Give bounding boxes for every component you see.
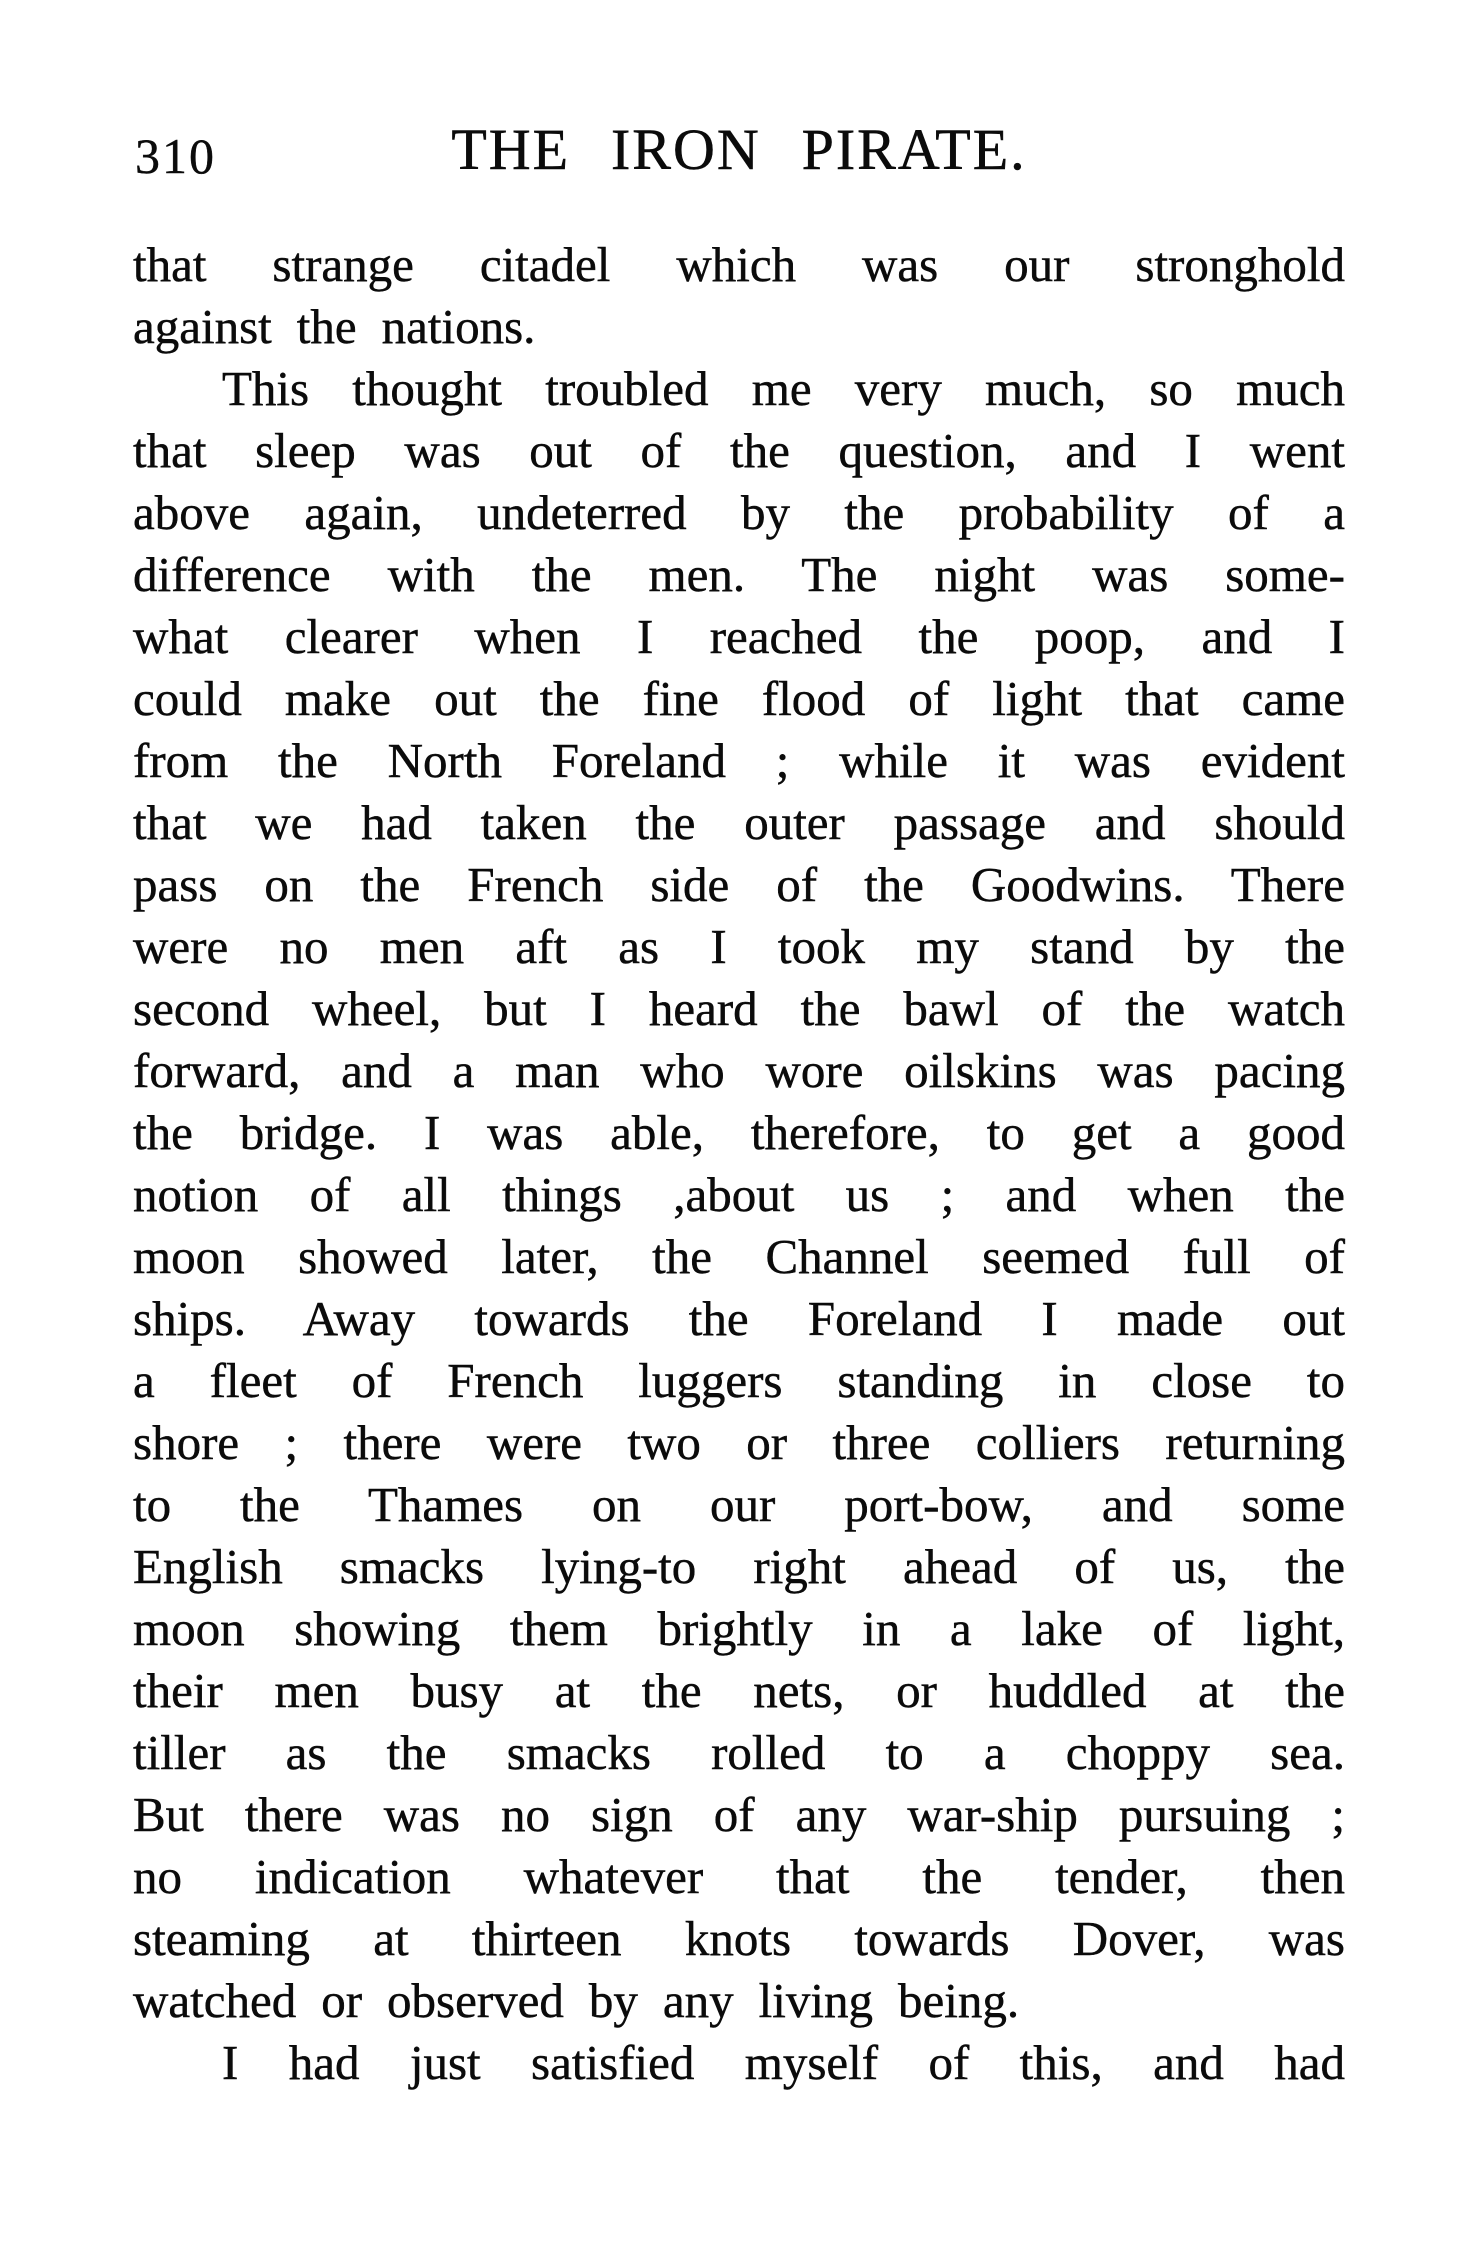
text-line: from the North Foreland ; while it was evident: [133, 733, 1345, 788]
text-line: tiller as the smacks rolled to a choppy sea.: [133, 1725, 1345, 1780]
text-line: a fleet of French luggers standing in close to: [133, 1353, 1345, 1408]
page-number: 310: [135, 128, 216, 184]
text-line: second wheel, but I heard the bawl of the watch: [133, 981, 1345, 1036]
text-line: watched or observed by any living being.: [133, 1973, 1020, 2028]
text-line: moon showing them brightly in a lake of light,: [133, 1601, 1345, 1656]
text-line: the bridge. I was able, therefore, to get a good: [133, 1105, 1345, 1160]
text-line: ships. Away towards the Foreland I made out: [133, 1291, 1345, 1346]
text-line: to the Thames on our port-bow, and some: [133, 1477, 1345, 1532]
text-line: But there was no sign of any war-ship pursuing ;: [133, 1787, 1345, 1842]
text-line: were no men aft as I took my stand by the: [133, 919, 1345, 974]
text-line: their men busy at the nets, or huddled at the: [133, 1663, 1345, 1718]
text-line: moon showed later, the Channel seemed full of: [133, 1229, 1345, 1284]
text-line: no indication whatever that the tender, then: [133, 1849, 1345, 1904]
text-line: steaming at thirteen knots towards Dover, was: [133, 1911, 1345, 1966]
page-body: [133, 234, 1345, 2094]
text-line: I had just satisfied myself of this, and had: [222, 2035, 1345, 2090]
running-title: THE IRON PIRATE.: [451, 117, 1027, 182]
text-line: could make out the fine flood of light that came: [133, 671, 1345, 726]
text-line: pass on the French side of the Goodwins. There: [133, 857, 1345, 912]
text-line: that we had taken the outer passage and should: [133, 795, 1345, 850]
text-line: notion of all things ,about us ; and when the: [133, 1167, 1345, 1222]
text-line: English smacks lying-to right ahead of us, the: [133, 1539, 1345, 1594]
text-line: above again, undeterred by the probability of a: [133, 485, 1345, 540]
text-line: that strange citadel which was our stronghold: [133, 237, 1345, 292]
text-line: what clearer when I reached the poop, and I: [133, 609, 1345, 664]
text-line: against the nations.: [133, 299, 536, 354]
text-line: This thought troubled me very much, so much: [222, 361, 1345, 416]
text-line: that sleep was out of the question, and I went: [133, 423, 1345, 478]
text-line: shore ; there were two or three colliers returning: [133, 1415, 1345, 1470]
text-line: difference with the men. The night was some-: [133, 547, 1345, 602]
text-line: forward, and a man who wore oilskins was pacing: [133, 1043, 1345, 1098]
running-header: [133, 118, 1345, 188]
